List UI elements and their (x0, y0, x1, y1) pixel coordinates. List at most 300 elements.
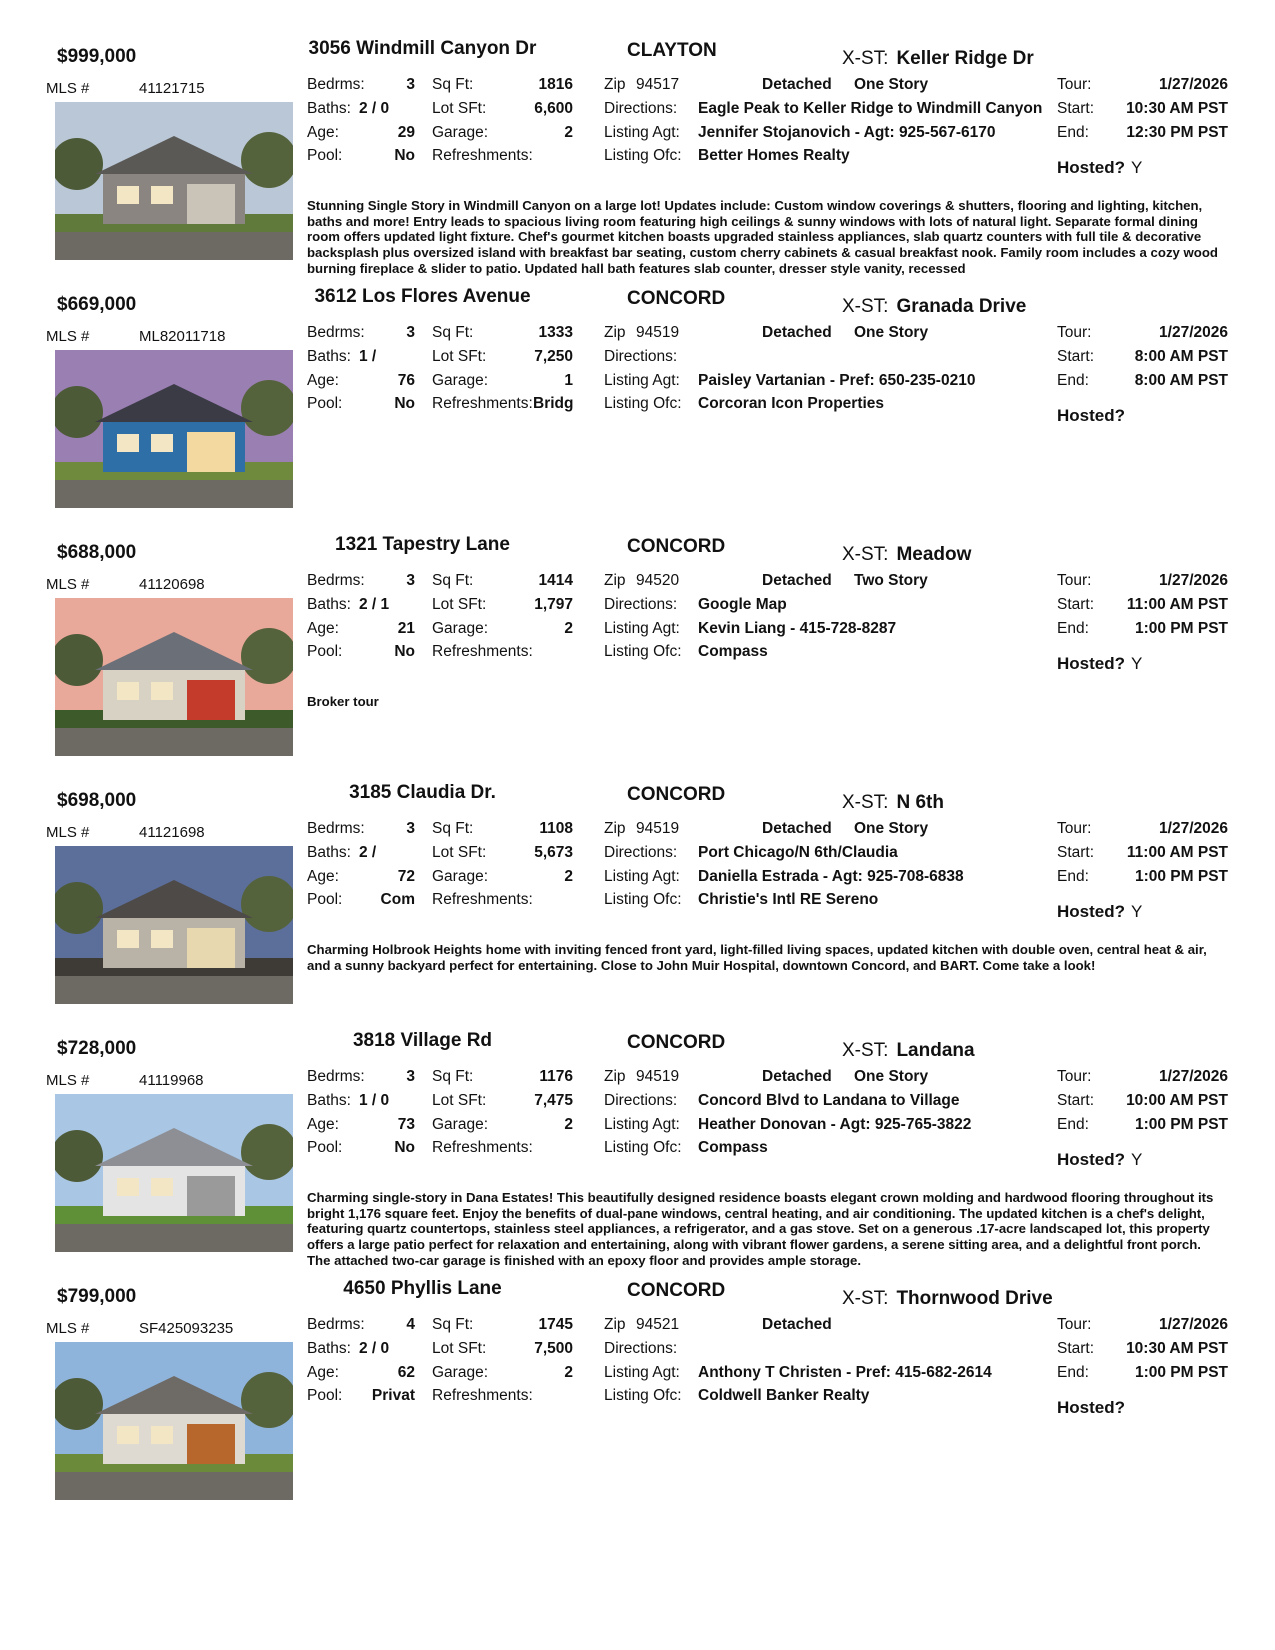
tour-date-value: 1/27/2026 (1159, 324, 1228, 341)
hosted (1057, 406, 1131, 426)
end-time-value: 1:00 PM PST (1134, 1116, 1228, 1133)
listing-agent-label: Listing Agt: (604, 1364, 680, 1381)
end-time-label: End: (1057, 868, 1089, 885)
start-time-value: 10:30 AM PST (1126, 1340, 1228, 1357)
zip-value: 94521 (636, 1316, 680, 1333)
bedrooms-label: Bedrms: (307, 1316, 365, 1333)
photo-window (151, 1426, 173, 1444)
refreshments-label: Refreshments: (432, 1139, 533, 1156)
lot-sqft-label: Lot SFt: (432, 100, 487, 117)
listing-agent-value: Paisley Vartanian - Pref: 650-235-0210 (698, 372, 976, 389)
tour-date-label: Tour: (1057, 76, 1092, 93)
tour-date-label: Tour: (1057, 1316, 1092, 1333)
photo-window (151, 186, 173, 204)
house-photo-graphic (55, 1094, 293, 1252)
lot-sqft-label: Lot SFt: (432, 844, 487, 861)
house-photo-graphic (55, 350, 293, 508)
house-photo-graphic (55, 102, 293, 260)
mls-label: MLS # (46, 1072, 90, 1089)
tour-date-value: 1/27/2026 (1159, 1316, 1228, 1333)
lot-sqft-label: Lot SFt: (432, 1340, 487, 1357)
refreshments-label: Refreshments: (432, 147, 533, 164)
listing-address[interactable]: 3056 Windmill Canyon Dr (308, 38, 537, 59)
pool-value: No (394, 643, 415, 660)
listing-office-value: Christie's Intl RE Sereno (698, 891, 879, 908)
sqft-label: Sq Ft: (432, 572, 474, 589)
stories: One Story (854, 76, 929, 93)
age-label: Age: (307, 620, 339, 637)
cross-street-value: Landana (896, 1040, 975, 1061)
sqft-label: Sq Ft: (432, 76, 474, 93)
listing-agent-value: Heather Donovan - Agt: 925-765-3822 (698, 1116, 972, 1133)
hosted (1057, 1150, 1142, 1170)
mls-number: 41119968 (139, 1072, 204, 1089)
garage-label: Garage: (432, 1364, 489, 1381)
hosted-label: Hosted? (1057, 902, 1125, 921)
photo-driveway (55, 726, 293, 756)
cross-street-value: Thornwood Drive (896, 1288, 1053, 1309)
mls-number: 41121698 (139, 824, 205, 841)
end-time-value: 8:00 AM PST (1134, 372, 1228, 389)
end-time-label: End: (1057, 620, 1089, 637)
tour-date-label: Tour: (1057, 820, 1092, 837)
baths-value: 2 / (359, 844, 377, 861)
baths-label: Baths: (307, 348, 351, 365)
hosted (1057, 1398, 1131, 1418)
photo-lawn-strip (55, 1464, 293, 1472)
photo-window (117, 930, 139, 948)
listing-agent-label: Listing Agt: (604, 124, 680, 141)
photo-driveway (55, 230, 293, 260)
start-time-value: 11:00 AM PST (1126, 596, 1228, 613)
listing-photo[interactable] (55, 350, 293, 508)
garage-label: Garage: (432, 1116, 489, 1133)
photo-driveway (55, 974, 293, 1004)
sqft-label: Sq Ft: (432, 820, 474, 837)
hosted-label: Hosted? (1057, 654, 1125, 673)
end-time-value: 12:30 PM PST (1126, 124, 1228, 141)
property-type: Detached (762, 1068, 832, 1085)
listing-card[interactable] (0, 782, 1275, 1030)
age-label: Age: (307, 868, 339, 885)
cross-street (842, 1040, 975, 1062)
zip-label: Zip (604, 820, 626, 837)
zip-value: 94520 (636, 572, 680, 589)
hosted (1057, 654, 1142, 674)
start-time-value: 10:00 AM PST (1126, 1092, 1228, 1109)
lot-sqft-label: Lot SFt: (432, 596, 487, 613)
pool-label: Pool: (307, 147, 343, 164)
mls-label: MLS # (46, 328, 90, 345)
garage-value: 2 (564, 620, 573, 637)
listing-photo[interactable] (55, 1094, 293, 1252)
lot-sqft-label: Lot SFt: (432, 348, 487, 365)
sqft-label: Sq Ft: (432, 1316, 474, 1333)
age-label: Age: (307, 1116, 339, 1133)
photo-window (117, 1426, 139, 1444)
property-type: Detached (762, 820, 832, 837)
listing-city: CLAYTON (627, 40, 717, 61)
hosted-label: Hosted? (1057, 1398, 1125, 1417)
sqft-value: 1108 (539, 820, 573, 837)
photo-driveway (55, 1470, 293, 1500)
garage-value: 2 (564, 1116, 573, 1133)
lot-sqft-value: 6,600 (534, 100, 573, 117)
bedrooms-label: Bedrms: (307, 1068, 365, 1085)
listing-city: CONCORD (627, 1280, 726, 1301)
listing-agent-value: Anthony T Christen - Pref: 415-682-2614 (698, 1364, 992, 1381)
listing-description: Charming single-story in Dana Estates! This beautifully designed residence boasts elegant crown molding and hardwood flooring throughout its bright 1,176 square feet. Enjoy the benefits of dual-pane windows, central heating, and air conditioning. The updated kitchen is a chef's delight, featuring quartz countertops, stainless steel appliances, a refrigerator, and a gas stove. Set on a generous .17-acre landscaped lot, this property offers a large patio perfect for relaxation and entertaining, along with vibrant flower gardens, a serene sitting area, and a delightful front porch. The attached two-car garage is finished with an epoxy floor and provides ample storage. (307, 1190, 1214, 1268)
end-time-label: End: (1057, 372, 1089, 389)
pool-label: Pool: (307, 1139, 343, 1156)
photo-garage-door (187, 680, 235, 720)
lot-sqft-value: 1,797 (534, 596, 573, 613)
start-time-label: Start: (1057, 348, 1095, 365)
start-time-label: Start: (1057, 844, 1095, 861)
lot-sqft-value: 7,475 (534, 1092, 573, 1109)
listing-card[interactable] (0, 1030, 1275, 1278)
listing-agent-label: Listing Agt: (604, 620, 680, 637)
tour-date-label: Tour: (1057, 324, 1092, 341)
cross-street-label: X-ST: (842, 792, 889, 813)
zip-value: 94519 (636, 324, 680, 341)
photo-driveway (55, 1222, 293, 1252)
sqft-label: Sq Ft: (432, 1068, 474, 1085)
cross-street-label: X-ST: (842, 296, 889, 317)
mls-number: 41120698 (139, 576, 205, 593)
baths-value: 2 / 1 (359, 596, 390, 613)
bedrooms-label: Bedrms: (307, 76, 365, 93)
bedrooms-value: 3 (406, 324, 415, 341)
house-photo-graphic (55, 598, 293, 756)
listing-card[interactable] (0, 1278, 1275, 1526)
garage-label: Garage: (432, 868, 489, 885)
listing-office-value: Compass (698, 1139, 768, 1156)
directions-value[interactable]: Concord Blvd to Landana to Village (698, 1092, 960, 1109)
hosted (1057, 158, 1142, 178)
photo-garage-door (187, 928, 235, 968)
age-value: 76 (397, 372, 415, 389)
photo-driveway (55, 478, 293, 508)
listing-description: Broker tour (307, 694, 379, 709)
photo-lawn-strip (55, 1216, 293, 1224)
baths-value: 2 / 0 (359, 100, 390, 117)
listing-city: CONCORD (627, 288, 726, 309)
pool-value: No (394, 395, 415, 412)
listing-city: CONCORD (627, 536, 726, 557)
bedrooms-value: 3 (406, 1068, 415, 1085)
mls-label: MLS # (46, 576, 90, 593)
baths-value: 1 / 0 (359, 1092, 390, 1109)
photo-window (117, 682, 139, 700)
cross-street-label: X-ST: (842, 544, 889, 565)
photo-garage-door (187, 184, 235, 224)
garage-label: Garage: (432, 620, 489, 637)
sqft-value: 1176 (539, 1068, 573, 1085)
sqft-label: Sq Ft: (432, 324, 474, 341)
listing-agent-label: Listing Agt: (604, 372, 680, 389)
zip-label: Zip (604, 76, 626, 93)
hosted-value: Y (1131, 902, 1143, 921)
zip-label: Zip (604, 572, 626, 589)
property-type: Detached (762, 1316, 832, 1333)
directions-label: Directions: (604, 844, 678, 861)
garage-label: Garage: (432, 372, 489, 389)
pool-value: No (394, 147, 415, 164)
listing-address[interactable]: 3612 Los Flores Avenue (314, 286, 531, 307)
listing-description: Charming Holbrook Heights home with inviting fenced front yard, light-filled living spaces, updated kitchen with double oven, central heat & air, and a sunny backyard perfect for entertaining. Close to John Muir Hospital, downtown Concord, and BART. Come take a look! (307, 942, 1207, 973)
bedrooms-label: Bedrms: (307, 324, 365, 341)
photo-window (151, 434, 173, 452)
directions-label: Directions: (604, 1340, 678, 1357)
refreshments-label: Refreshments: (432, 1387, 533, 1404)
cross-street (842, 48, 1034, 70)
photo-window (117, 186, 139, 204)
zip-label: Zip (604, 1068, 626, 1085)
pool-label: Pool: (307, 891, 343, 908)
listing-card[interactable] (0, 38, 1275, 286)
start-time-label: Start: (1057, 100, 1095, 117)
garage-label: Garage: (432, 124, 489, 141)
listing-price: $999,000 (57, 46, 137, 67)
bedrooms-value: 3 (406, 76, 415, 93)
property-type: Detached (762, 572, 832, 589)
house-photo-graphic (55, 846, 293, 1004)
baths-label: Baths: (307, 1092, 351, 1109)
age-value: 29 (397, 124, 415, 141)
listing-agent-label: Listing Agt: (604, 868, 680, 885)
listing-agent-label: Listing Agt: (604, 1116, 680, 1133)
lot-sqft-value: 7,500 (534, 1340, 573, 1357)
hosted-value: Y (1131, 654, 1143, 673)
cross-street-value: Keller Ridge Dr (896, 48, 1034, 69)
garage-value: 2 (564, 124, 573, 141)
bedrooms-value: 3 (406, 820, 415, 837)
zip-label: Zip (604, 1316, 626, 1333)
directions-value[interactable]: Eagle Peak to Keller Ridge to Windmill Canyon (698, 100, 1043, 117)
age-label: Age: (307, 124, 339, 141)
bedrooms-value: 3 (406, 572, 415, 589)
pool-label: Pool: (307, 643, 343, 660)
photo-window (151, 1178, 173, 1196)
refreshments-label: Refreshments: (432, 643, 533, 660)
cross-street (842, 1288, 1053, 1310)
pool-value: Com (380, 891, 415, 908)
photo-garage-door (187, 1424, 235, 1464)
baths-label: Baths: (307, 596, 351, 613)
age-label: Age: (307, 372, 339, 389)
listing-price: $799,000 (57, 1286, 137, 1307)
listing-price: $669,000 (57, 294, 137, 315)
directions-label: Directions: (604, 100, 678, 117)
listing-office-value: Corcoran Icon Properties (698, 395, 885, 412)
cross-street-label: X-ST: (842, 1288, 889, 1309)
zip-value: 94519 (636, 1068, 680, 1085)
hosted (1057, 902, 1142, 922)
photo-lawn-strip (55, 224, 293, 232)
directions-label: Directions: (604, 1092, 678, 1109)
listing-photo[interactable] (55, 102, 293, 260)
cross-street (842, 296, 1026, 318)
age-value: 72 (397, 868, 415, 885)
listing-office-label: Listing Ofc: (604, 1387, 682, 1404)
listing-price: $698,000 (57, 790, 137, 811)
mls-number: 41121715 (139, 80, 205, 97)
start-time-value: 11:00 AM PST (1126, 844, 1228, 861)
sqft-value: 1333 (538, 324, 573, 341)
photo-garage-door (187, 1176, 235, 1216)
listing-office-label: Listing Ofc: (604, 643, 682, 660)
tour-date-label: Tour: (1057, 1068, 1092, 1085)
hosted-value: Y (1131, 1150, 1143, 1169)
property-type: Detached (762, 324, 832, 341)
photo-window (151, 930, 173, 948)
listing-office-label: Listing Ofc: (604, 1139, 682, 1156)
photo-window (117, 434, 139, 452)
tour-date-value: 1/27/2026 (1159, 76, 1228, 93)
mls-label: MLS # (46, 1320, 90, 1337)
house-photo-graphic (55, 1342, 293, 1500)
hosted-label: Hosted? (1057, 1150, 1125, 1169)
photo-window (151, 682, 173, 700)
listing-office-value: Coldwell Banker Realty (698, 1387, 870, 1404)
end-time-label: End: (1057, 1364, 1089, 1381)
age-value: 62 (397, 1364, 415, 1381)
listing-photo[interactable] (55, 846, 293, 1004)
garage-value: 1 (564, 372, 573, 389)
mls-label: MLS # (46, 80, 90, 97)
lot-sqft-value: 5,673 (534, 844, 573, 861)
tour-date-label: Tour: (1057, 572, 1092, 589)
pool-value: No (394, 1139, 415, 1156)
zip-value: 94517 (636, 76, 680, 93)
listing-card[interactable] (0, 534, 1275, 782)
photo-garage-door (187, 432, 235, 472)
sqft-value: 1745 (538, 1316, 573, 1333)
mls-number: ML82011718 (139, 328, 226, 345)
listing-price: $688,000 (57, 542, 137, 563)
hosted-label: Hosted? (1057, 158, 1125, 177)
directions-label: Directions: (604, 596, 678, 613)
stories: One Story (854, 820, 929, 837)
listing-address[interactable]: 3818 Village Rd (352, 1030, 493, 1051)
directions-value[interactable]: Google Map (698, 596, 787, 613)
hosted-value: Y (1131, 158, 1143, 177)
stories: One Story (854, 1068, 929, 1085)
baths-label: Baths: (307, 100, 351, 117)
garage-value: 2 (564, 868, 573, 885)
end-time-label: End: (1057, 1116, 1089, 1133)
cross-street-label: X-ST: (842, 48, 889, 69)
listing-photo[interactable] (55, 598, 293, 756)
listing-agent-value: Jennifer Stojanovich - Agt: 925-567-6170 (698, 124, 996, 141)
listing-agent-value: Daniella Estrada - Agt: 925-708-6838 (698, 868, 964, 885)
cross-street (842, 544, 971, 566)
start-time-label: Start: (1057, 1340, 1095, 1357)
lot-sqft-label: Lot SFt: (432, 1092, 487, 1109)
listing-address[interactable]: 4650 Phyllis Lane (343, 1278, 502, 1299)
refreshments-value: Bridg (533, 395, 574, 412)
age-label: Age: (307, 1364, 339, 1381)
photo-window (117, 1178, 139, 1196)
listing-price: $728,000 (57, 1038, 137, 1059)
listing-office-value: Compass (698, 643, 768, 660)
listing-office-label: Listing Ofc: (604, 891, 682, 908)
tour-date-value: 1/27/2026 (1159, 820, 1228, 837)
listing-office-value: Better Homes Realty (698, 147, 850, 164)
listing-description: Stunning Single Story in Windmill Canyon on a large lot! Updates include: Custom window coverings & shutters, flooring and lighting, kitchen, baths and more! Entry leads to spacious living room featuring high ceilings & sunny windows with lots of natural light. Separate formal dining room offers updated light fixture. Chef's gourmet kitchen boasts upgraded stainless appliances, slab quartz counters with full tile & decorative backsplash plus oversized island with breakfast bar seating, custom cherry cabinets & casual breakfast nook. Family room includes a cozy wood burning fireplace & slider to patio. Updated hall bath features slab counter, dresser style vanity, recessed (307, 198, 1218, 276)
end-time-value: 1:00 PM PST (1134, 868, 1228, 885)
age-value: 73 (397, 1116, 415, 1133)
listing-photo[interactable] (55, 1342, 293, 1500)
start-time-value: 8:00 AM PST (1134, 348, 1228, 365)
start-time-label: Start: (1057, 1092, 1095, 1109)
bedrooms-label: Bedrms: (307, 572, 365, 589)
baths-label: Baths: (307, 844, 351, 861)
sqft-value: 1414 (538, 572, 573, 589)
pool-label: Pool: (307, 1387, 343, 1404)
cross-street-value: N 6th (896, 792, 944, 813)
bedrooms-value: 4 (406, 1316, 415, 1333)
photo-lawn-strip (55, 472, 293, 480)
lot-sqft-value: 7,250 (534, 348, 573, 365)
start-time-value: 10:30 AM PST (1126, 100, 1228, 117)
listing-agent-value: Kevin Liang - 415-728-8287 (698, 620, 897, 637)
photo-lawn-strip (55, 720, 293, 728)
stories: Two Story (854, 572, 928, 589)
baths-label: Baths: (307, 1340, 351, 1357)
refreshments-label: Refreshments: (432, 395, 533, 412)
zip-value: 94519 (636, 820, 680, 837)
pool-value: Privat (371, 1387, 415, 1404)
listing-address[interactable]: 3185 Claudia Dr. (349, 782, 496, 803)
mls-number: SF425093235 (139, 1320, 234, 1337)
listing-city: CONCORD (627, 1032, 726, 1053)
listing-office-label: Listing Ofc: (604, 147, 682, 164)
photo-lawn-strip (55, 968, 293, 976)
start-time-label: Start: (1057, 596, 1095, 613)
stories: One Story (854, 324, 929, 341)
property-type: Detached (762, 76, 832, 93)
pool-label: Pool: (307, 395, 343, 412)
baths-value: 2 / 0 (359, 1340, 390, 1357)
cross-street-label: X-ST: (842, 1040, 889, 1061)
baths-value: 1 / (359, 348, 377, 365)
sqft-value: 1816 (538, 76, 573, 93)
listing-address[interactable]: 1321 Tapestry Lane (335, 534, 510, 555)
hosted-label: Hosted? (1057, 406, 1125, 425)
end-time-value: 1:00 PM PST (1134, 1364, 1228, 1381)
directions-value[interactable]: Port Chicago/N 6th/Claudia (698, 844, 898, 861)
mls-label: MLS # (46, 824, 90, 841)
cross-street (842, 792, 944, 814)
listing-office-label: Listing Ofc: (604, 395, 682, 412)
tour-date-value: 1/27/2026 (1159, 1068, 1228, 1085)
bedrooms-label: Bedrms: (307, 820, 365, 837)
directions-label: Directions: (604, 348, 678, 365)
listing-city: CONCORD (627, 784, 726, 805)
age-value: 21 (397, 620, 415, 637)
end-time-value: 1:00 PM PST (1134, 620, 1228, 637)
refreshments-label: Refreshments: (432, 891, 533, 908)
cross-street-value: Granada Drive (896, 296, 1027, 317)
zip-label: Zip (604, 324, 626, 341)
tour-date-value: 1/27/2026 (1159, 572, 1228, 589)
cross-street-value: Meadow (896, 544, 972, 565)
end-time-label: End: (1057, 124, 1089, 141)
garage-value: 2 (564, 1364, 573, 1381)
listing-card[interactable] (0, 286, 1275, 534)
